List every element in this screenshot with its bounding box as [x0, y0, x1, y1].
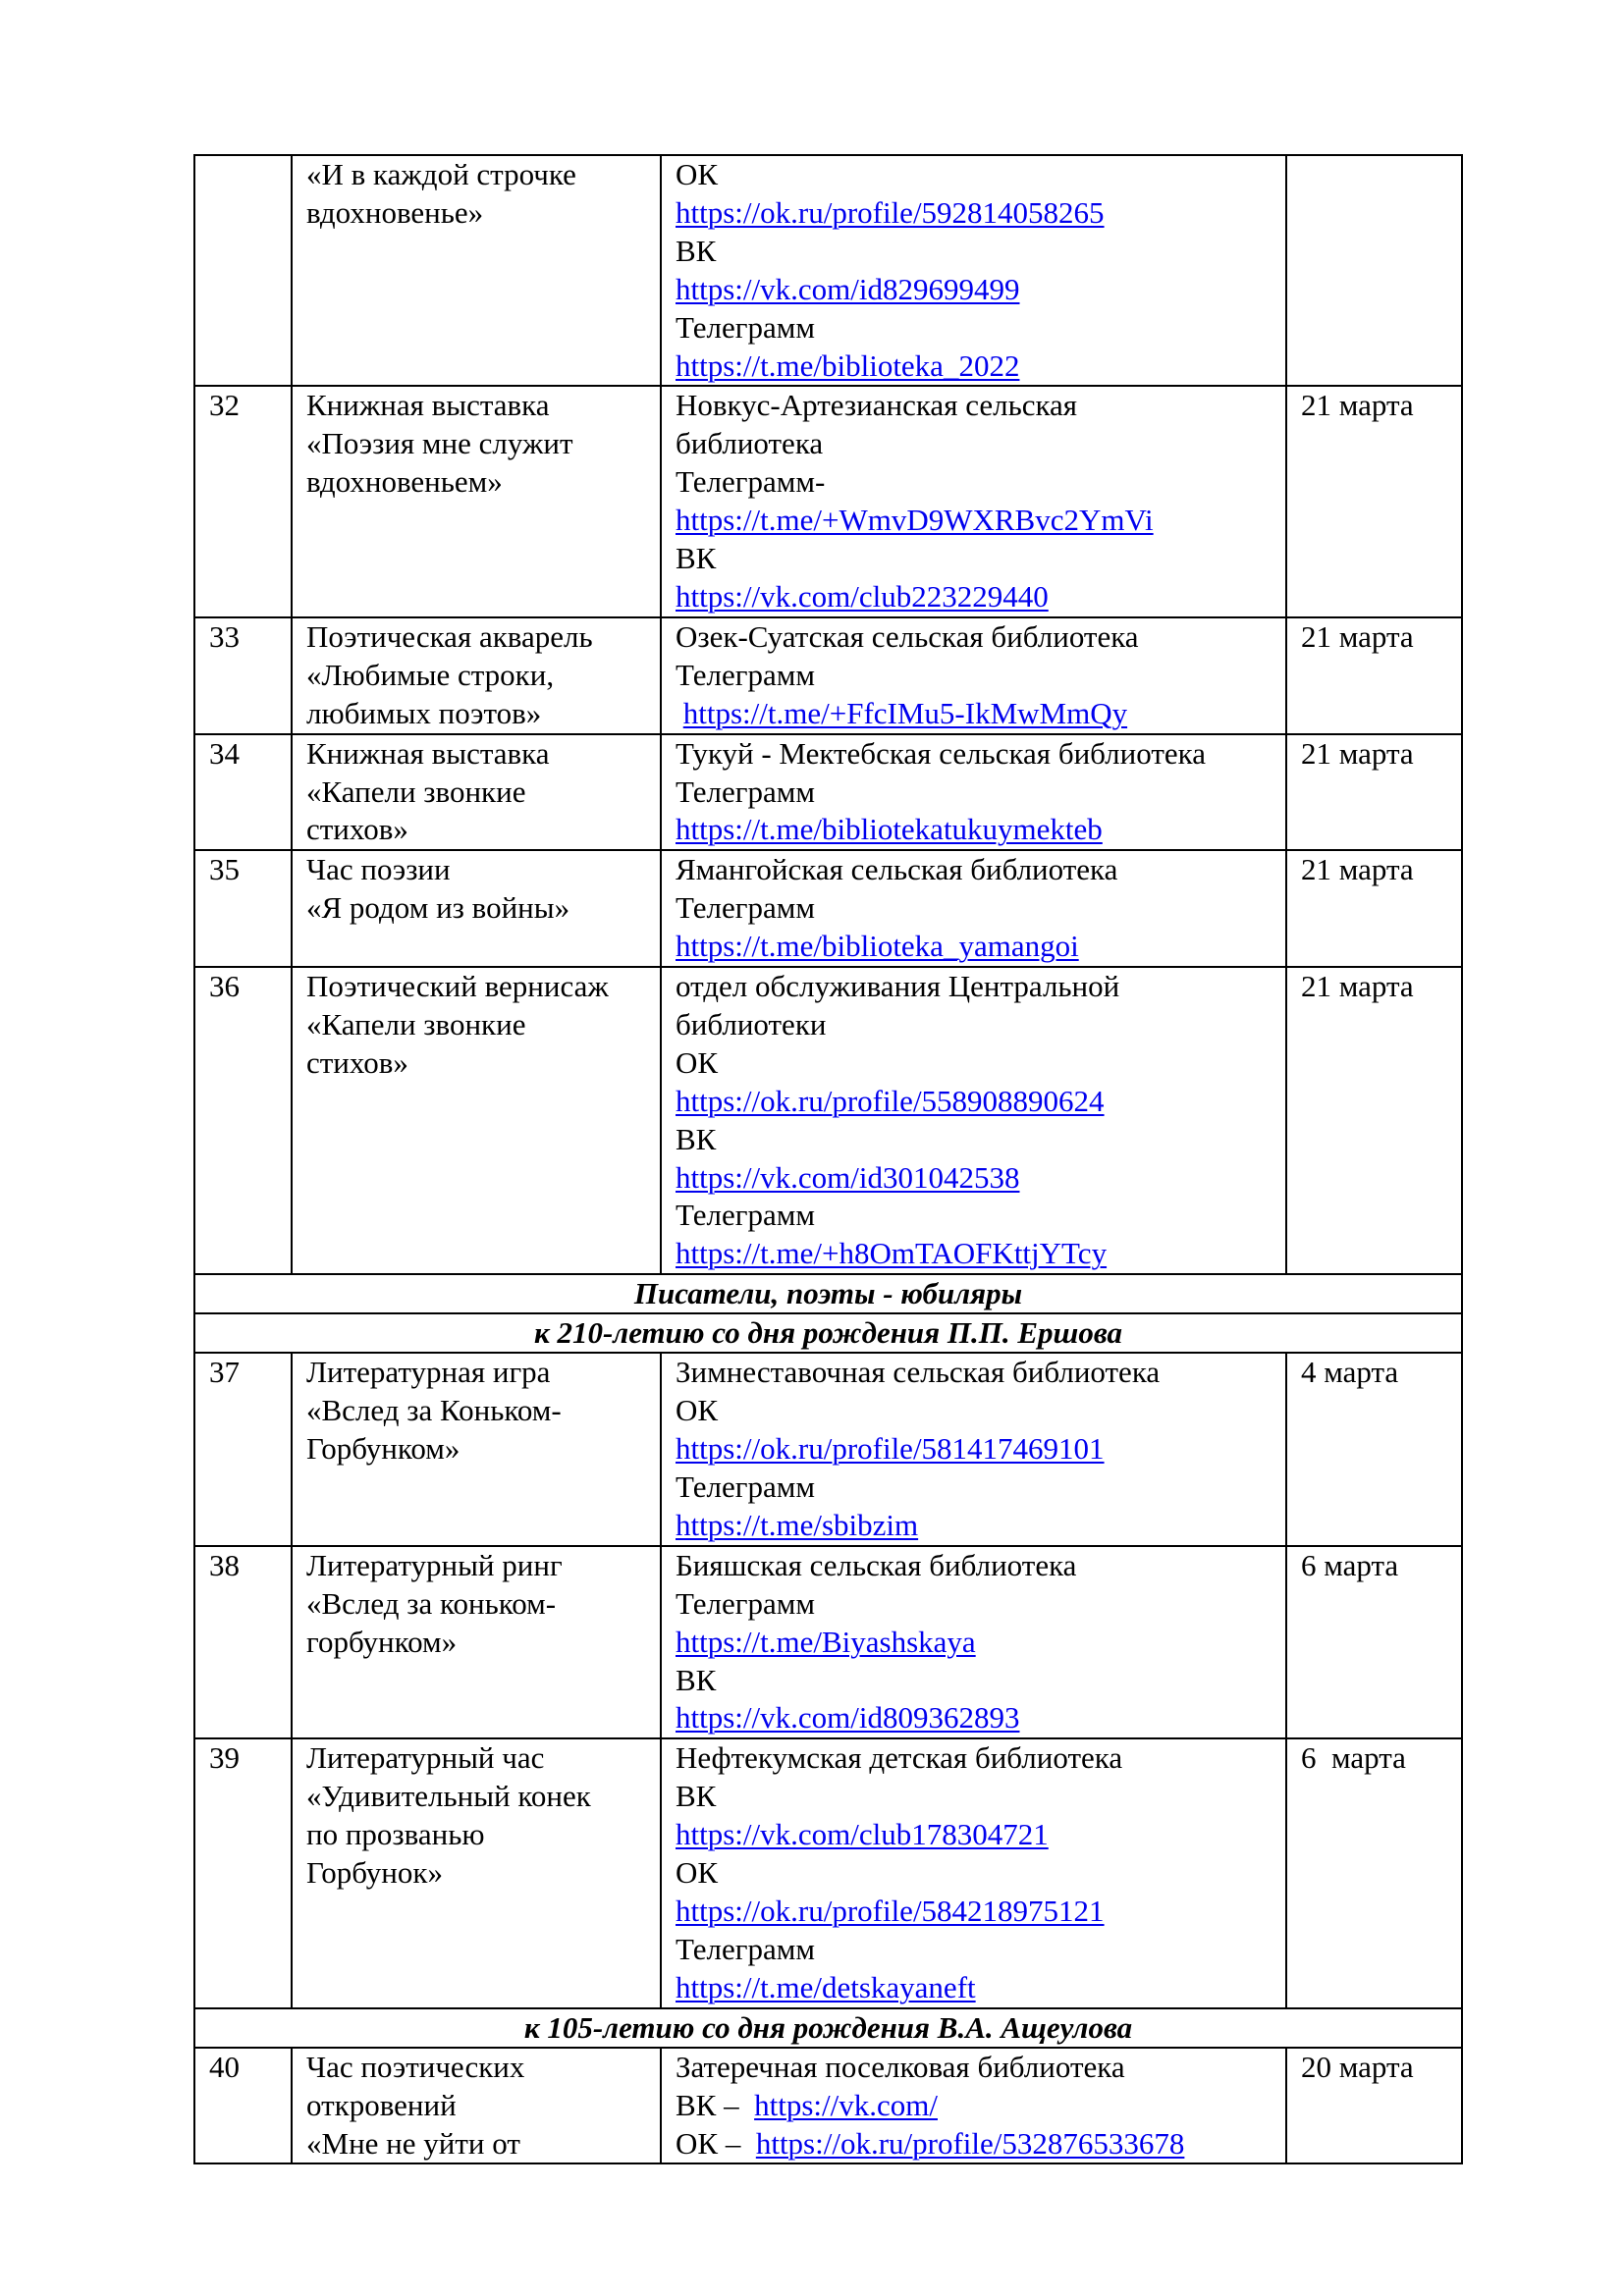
venue-line [676, 1699, 1275, 1737]
social-link[interactable]: https://ok.ru/profile/592814058265 [676, 194, 1105, 230]
event-date: 21 марта [1286, 734, 1462, 851]
venue-cell [661, 734, 1286, 851]
venue-line [676, 774, 1275, 812]
venue-line [676, 540, 1275, 578]
venue-text: Телеграмм [676, 657, 815, 692]
venue-text: Ямангойская сельская библиотека [676, 852, 1118, 887]
venue-line [676, 387, 1275, 425]
venue-line [676, 578, 1275, 616]
event-title-cell [292, 1546, 661, 1739]
row-number [194, 155, 292, 386]
table-row [194, 1353, 1462, 1546]
section-heading: Писатели, поэты - юбиляры [194, 1274, 1462, 1313]
event-title-line: Поэтическая акварель [306, 618, 593, 654]
venue-text: Бияшская сельская библиотека [676, 1547, 1077, 1582]
venue-text: Затеречная поселковая библиотека [676, 2049, 1125, 2084]
venue-text: ОК [676, 157, 719, 191]
event-date: 21 марта [1286, 967, 1462, 1274]
social-link[interactable]: https://vk.com/club178304721 [676, 1817, 1049, 1852]
social-link[interactable]: https://t.me/+FfcIMu5-IkMwMmQy [682, 695, 1128, 730]
row-number: 37 [194, 1353, 292, 1546]
table-row [194, 734, 1462, 851]
table-row [194, 850, 1462, 967]
event-date [1286, 155, 1462, 386]
venue-cell [661, 967, 1286, 1274]
venue-line [676, 928, 1275, 966]
section-header-row [194, 1274, 1462, 1313]
venue-line [676, 1662, 1275, 1700]
table-row [194, 386, 1462, 616]
social-link[interactable]: https://t.me/biblioteka_2022 [676, 347, 1020, 383]
event-title-line: «Капели звонкие [306, 1006, 526, 1041]
social-link[interactable]: https://ok.ru/profile/584218975121 [676, 1893, 1105, 1928]
venue-text: Телеграмм- [676, 464, 826, 500]
row-number: 40 [194, 2048, 292, 2164]
venue-line [676, 1044, 1275, 1083]
event-date: 6 марта [1286, 1546, 1462, 1739]
document-page [193, 154, 1461, 2164]
social-link[interactable]: https://ok.ru/profile/558908890624 [676, 1083, 1105, 1118]
venue-line [676, 695, 1275, 733]
venue-text: Телеграмм [676, 1198, 815, 1233]
event-title-line: Литературный час [306, 1740, 545, 1776]
events-table [193, 154, 1463, 2164]
venue-text: ОК [676, 1393, 719, 1428]
venue-line [676, 1235, 1275, 1273]
event-title-cell [292, 386, 661, 616]
venue-line [676, 502, 1275, 540]
event-title-line: «Вслед за Коньком- [306, 1393, 562, 1428]
social-link[interactable]: https://vk.com/id809362893 [676, 1700, 1020, 1735]
link-prefix: ВК – [676, 2087, 755, 2122]
event-title-line: «Вслед за коньком- [306, 1585, 557, 1621]
event-title-line: Книжная выставка [306, 735, 550, 771]
event-title-line: стихов» [306, 812, 408, 847]
venue-line [676, 618, 1275, 657]
venue-line [676, 1468, 1275, 1507]
event-title-line: «Удивительный конек [306, 1779, 591, 1814]
venue-cell [661, 386, 1286, 616]
venue-text: Новкус-Артезианская сельская [676, 388, 1078, 423]
table-row [194, 155, 1462, 386]
venue-line [676, 2125, 1275, 2163]
event-title-line: «Любимые строки, [306, 657, 555, 692]
link-prefix [676, 696, 683, 730]
event-title-cell [292, 734, 661, 851]
event-title-line: горбунком» [306, 1624, 458, 1659]
event-title-cell [292, 967, 661, 1274]
section-heading: к 105-летию со дня рождения В.А. Ащеулова [194, 2008, 1462, 2048]
row-number: 36 [194, 967, 292, 1274]
venue-line [676, 1197, 1275, 1235]
venue-line [676, 889, 1275, 928]
venue-text: Телеграмм [676, 1469, 815, 1504]
social-link[interactable]: https://t.me/+WmvD9WXRBvc2YmVi [676, 503, 1154, 538]
venue-cell [661, 617, 1286, 734]
section-heading: к 210-летию со дня рождения П.П. Ершова [194, 1313, 1462, 1353]
social-link[interactable]: https://t.me/Biyashskaya [676, 1624, 976, 1659]
venue-text: Телеграмм [676, 1931, 815, 1966]
venue-line [676, 1816, 1275, 1854]
venue-text: Зимнеставочная сельская библиотека [676, 1355, 1161, 1390]
venue-line [676, 1739, 1275, 1778]
venue-line [676, 2049, 1275, 2087]
event-title-line: вдохновенье» [306, 194, 484, 230]
venue-text: ВК [676, 233, 717, 268]
venue-text: ВК [676, 541, 717, 576]
venue-line [676, 309, 1275, 347]
venue-line [676, 851, 1275, 889]
event-title-line: любимых поэтов» [306, 695, 542, 730]
event-date: 20 марта [1286, 2048, 1462, 2164]
event-title-cell [292, 850, 661, 967]
venue-line [676, 1430, 1275, 1468]
venue-text: Телеграмм [676, 774, 815, 809]
venue-text: Телеграмм [676, 890, 815, 926]
table-row [194, 967, 1462, 1274]
venue-line [676, 1547, 1275, 1585]
event-date: 21 марта [1286, 617, 1462, 734]
event-title-line: Поэтический вернисаж [306, 969, 609, 1004]
venue-line [676, 735, 1275, 774]
venue-cell [661, 1546, 1286, 1739]
venue-line [676, 347, 1275, 386]
table-row [194, 617, 1462, 734]
event-title-line: «Мне не уйти от [306, 2125, 520, 2161]
social-link[interactable]: https://vk.com/club223229440 [676, 578, 1049, 614]
venue-text: Телеграмм [676, 1585, 815, 1621]
venue-line [676, 1083, 1275, 1121]
social-link[interactable]: https://t.me/sbibzim [676, 1507, 919, 1542]
row-number: 38 [194, 1546, 292, 1739]
venue-line [676, 1121, 1275, 1159]
event-title-line: Книжная выставка [306, 388, 550, 423]
venue-text: Нефтекумская детская библиотека [676, 1740, 1123, 1776]
event-title-line: «Я родом из войны» [306, 890, 570, 926]
event-title-line: откровений [306, 2087, 457, 2122]
venue-text: библиотека [676, 426, 824, 461]
venue-line [676, 1969, 1275, 2007]
venue-text: ВК [676, 1662, 717, 1697]
social-link[interactable]: https://t.me/bibliotekatukuymekteb [676, 812, 1103, 847]
event-title-cell [292, 1738, 661, 2007]
venue-line [676, 233, 1275, 271]
link-prefix: ОК – [676, 2125, 756, 2161]
venue-text: Озек-Суатская сельская библиотека [676, 618, 1139, 654]
venue-line [676, 1893, 1275, 1931]
event-title-line: стихов» [306, 1044, 408, 1080]
event-title-line: «И в каждой строчке [306, 157, 576, 191]
venue-line [676, 271, 1275, 309]
venue-text: ВК [676, 1779, 717, 1814]
row-number: 39 [194, 1738, 292, 2007]
event-title-line: Час поэтических [306, 2049, 525, 2084]
event-title-cell [292, 155, 661, 386]
social-link[interactable]: https://t.me/+h8OmTAOFKttjYTcy [676, 1236, 1108, 1271]
venue-line [676, 1159, 1275, 1198]
venue-line [676, 1585, 1275, 1624]
venue-text: ВК [676, 1121, 717, 1156]
row-number: 33 [194, 617, 292, 734]
event-date: 6 марта [1286, 1738, 1462, 2007]
social-link[interactable]: https://ok.ru/profile/532876533678 [755, 2125, 1185, 2161]
social-link[interactable]: https://t.me/detskayaneft [676, 1969, 976, 2004]
row-number: 35 [194, 850, 292, 967]
event-title-line: Литературный ринг [306, 1547, 563, 1582]
event-title-line: по прозванью [306, 1817, 485, 1852]
venue-line [676, 968, 1275, 1006]
venue-cell [661, 2048, 1286, 2164]
event-title-line: «Капели звонкие [306, 774, 526, 809]
event-date: 4 марта [1286, 1353, 1462, 1546]
venue-line [676, 2087, 1275, 2125]
venue-text: ОК [676, 1044, 719, 1080]
venue-line [676, 1854, 1275, 1893]
venue-text: ОК [676, 1855, 719, 1891]
table-row [194, 1738, 1462, 2007]
venue-line [676, 463, 1275, 502]
table-row [194, 1546, 1462, 1739]
venue-line [676, 811, 1275, 849]
row-number: 34 [194, 734, 292, 851]
venue-line [676, 1354, 1275, 1392]
event-title-line: Горбунком» [306, 1431, 460, 1467]
venue-line [676, 657, 1275, 695]
venue-line [676, 1931, 1275, 1969]
event-title-line: Литературная игра [306, 1355, 551, 1390]
event-title-cell [292, 1353, 661, 1546]
venue-line [676, 1392, 1275, 1430]
social-link[interactable]: https://t.me/biblioteka_yamangoi [676, 929, 1079, 964]
social-link[interactable]: https://vk.com/ [754, 2087, 938, 2122]
social-link[interactable]: https://ok.ru/profile/581417469101 [676, 1431, 1105, 1467]
social-link[interactable]: https://vk.com/id301042538 [676, 1159, 1020, 1195]
venue-line [676, 1624, 1275, 1662]
event-title-cell [292, 617, 661, 734]
venue-text: Тукуй - Мектебская сельская библиотека [676, 735, 1206, 771]
event-date: 21 марта [1286, 386, 1462, 616]
event-title-line: «Поэзия мне служит [306, 426, 573, 461]
venue-line [676, 1507, 1275, 1545]
venue-line [676, 194, 1275, 233]
venue-text: библиотеки [676, 1006, 827, 1041]
venue-line [676, 1006, 1275, 1044]
venue-text: Телеграмм [676, 309, 815, 345]
venue-line [676, 1778, 1275, 1816]
event-title-line: Горбунок» [306, 1855, 443, 1891]
section-header-row [194, 1313, 1462, 1353]
social-link[interactable]: https://vk.com/id829699499 [676, 271, 1020, 306]
venue-line [676, 156, 1275, 194]
venue-cell [661, 155, 1286, 386]
section-header-row [194, 2008, 1462, 2048]
venue-cell [661, 850, 1286, 967]
venue-text: отдел обслуживания Центральной [676, 969, 1120, 1004]
row-number: 32 [194, 386, 292, 616]
venue-cell [661, 1353, 1286, 1546]
event-date: 21 марта [1286, 850, 1462, 967]
event-title-line: Час поэзии [306, 852, 451, 887]
event-title-cell [292, 2048, 661, 2164]
venue-cell [661, 1738, 1286, 2007]
venue-line [676, 425, 1275, 463]
event-title-line: вдохновеньем» [306, 464, 503, 500]
table-row [194, 2048, 1462, 2164]
events-table-body [194, 155, 1462, 2163]
